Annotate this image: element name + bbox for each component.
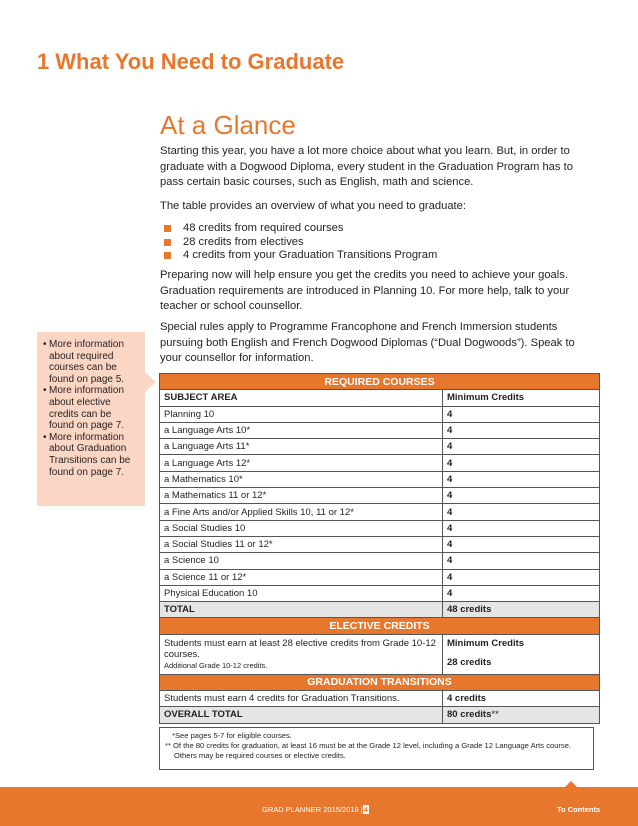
- column-headers: [160, 390, 600, 406]
- table-row: Physical Education 10 4: [160, 585, 600, 601]
- overview-paragraph: The table provides an overview of what you need to graduate:: [160, 200, 466, 212]
- table-row: a Language Arts 11* 4: [160, 439, 600, 455]
- transitions-row: Students must earn 4 credits for Graduation Transitions. 4 credits: [160, 691, 600, 707]
- bullet-dot-icon: •: [43, 385, 47, 397]
- minimum-credits-header: Minimum Credits: [443, 390, 600, 406]
- table-row: a Fine Arts and/or Applied Skills 10, 11 or 12* 4: [160, 504, 600, 520]
- footnote: *See pages 5-7 for eligible courses.: [172, 731, 292, 740]
- orange-square-icon: [164, 225, 171, 232]
- orange-square-icon: [164, 252, 171, 259]
- total-row: TOTAL 48 credits: [160, 602, 600, 618]
- preparing-paragraph: Preparing now will help ensure you get the credits you need to achieve your goals. Graduation requirements are introduced in Planning 10. For more help, talk to your teacher or school counsellor.: [160, 269, 570, 312]
- list-item: 28 credits from electives: [164, 236, 437, 250]
- section-title: What You Need to Graduate: [55, 49, 345, 74]
- elective-credits-value: 28 credits: [447, 656, 492, 668]
- table-row: a Social Studies 10 4: [160, 520, 600, 536]
- bullet-dot-icon: •: [43, 339, 47, 350]
- table-row: a Language Arts 10* 4: [160, 422, 600, 438]
- elective-minimum-label: Minimum Credits: [447, 637, 525, 649]
- sidebar-item: • More information about Graduation Transitions can be found on page 7.: [43, 431, 131, 478]
- table-row: a Science 10 4: [160, 553, 600, 569]
- elective-note: Additional Grade 10-12 credits.: [164, 660, 268, 670]
- table-row: a Social Studies 11 or 12* 4: [160, 536, 600, 552]
- footnotes-box: [159, 727, 594, 770]
- to-contents-link[interactable]: To Contents: [557, 805, 601, 814]
- sidebar-pointer: [145, 372, 156, 392]
- footnote: ** Of the 80 credits for graduation, at least 16 must be at the Grade 12 level, including a Grade 12 Language Arts course.: [165, 741, 572, 750]
- intro-paragraph: Starting this year, you have a lot more choice about what you learn. But, in order to graduate with a Dogwood Diploma, every student in the Graduation Program has to pass certain basic courses, such as English, math and science.: [160, 145, 573, 188]
- graduation-transitions-header: GRADUATION TRANSITIONS: [160, 674, 600, 690]
- table-row: a Mathematics 10* 4: [160, 471, 600, 487]
- required-courses-header: REQUIRED COURSES: [160, 374, 600, 390]
- sidebar-item: • More information about required courses can be found on page 5.: [43, 339, 125, 385]
- graduation-requirements-table: [159, 373, 600, 724]
- subject-area-header: SUBJECT AREA: [160, 390, 443, 406]
- overall-total-row: OVERALL TOTAL 80 credits**: [160, 707, 600, 723]
- credit-bullet-list: [164, 222, 437, 263]
- page-number: 4: [363, 805, 368, 814]
- table-row: a Language Arts 12* 4: [160, 455, 600, 471]
- table-row: a Science 11 or 12* 4: [160, 569, 600, 585]
- list-item: 4 credits from your Graduation Transitions Program: [164, 249, 437, 263]
- bullet-dot-icon: •: [43, 431, 47, 443]
- sidebar-item: • More information about elective credits can be found on page 7.: [43, 385, 125, 432]
- footnote: Others may be required courses or elective credits.: [174, 751, 346, 760]
- table-row: a Mathematics 11 or 12* 4: [160, 488, 600, 504]
- elective-row: [160, 634, 600, 674]
- table-row: Planning 10 4: [160, 406, 600, 422]
- subheading: At a Glance: [160, 110, 296, 140]
- page-title: [37, 49, 344, 75]
- info-sidebar: [37, 332, 145, 506]
- elective-requirement: Students must earn at least 28 elective credits from Grade 10-12 courses.: [164, 637, 436, 660]
- elective-credits-header: ELECTIVE CREDITS: [160, 618, 600, 634]
- special-rules-paragraph: Special rules apply to Programme Francophone and French Immersion students pursuing both English and French Dogwood Diplomas (“Dual Dogwoods”). Speak to your counsellor for information.: [160, 321, 575, 364]
- list-item: 48 credits from required courses: [164, 222, 437, 236]
- orange-square-icon: [164, 239, 171, 246]
- section-number: 1: [37, 49, 50, 74]
- footer-page-info: GRAD PLANNER 2015/2016 |4: [262, 805, 368, 814]
